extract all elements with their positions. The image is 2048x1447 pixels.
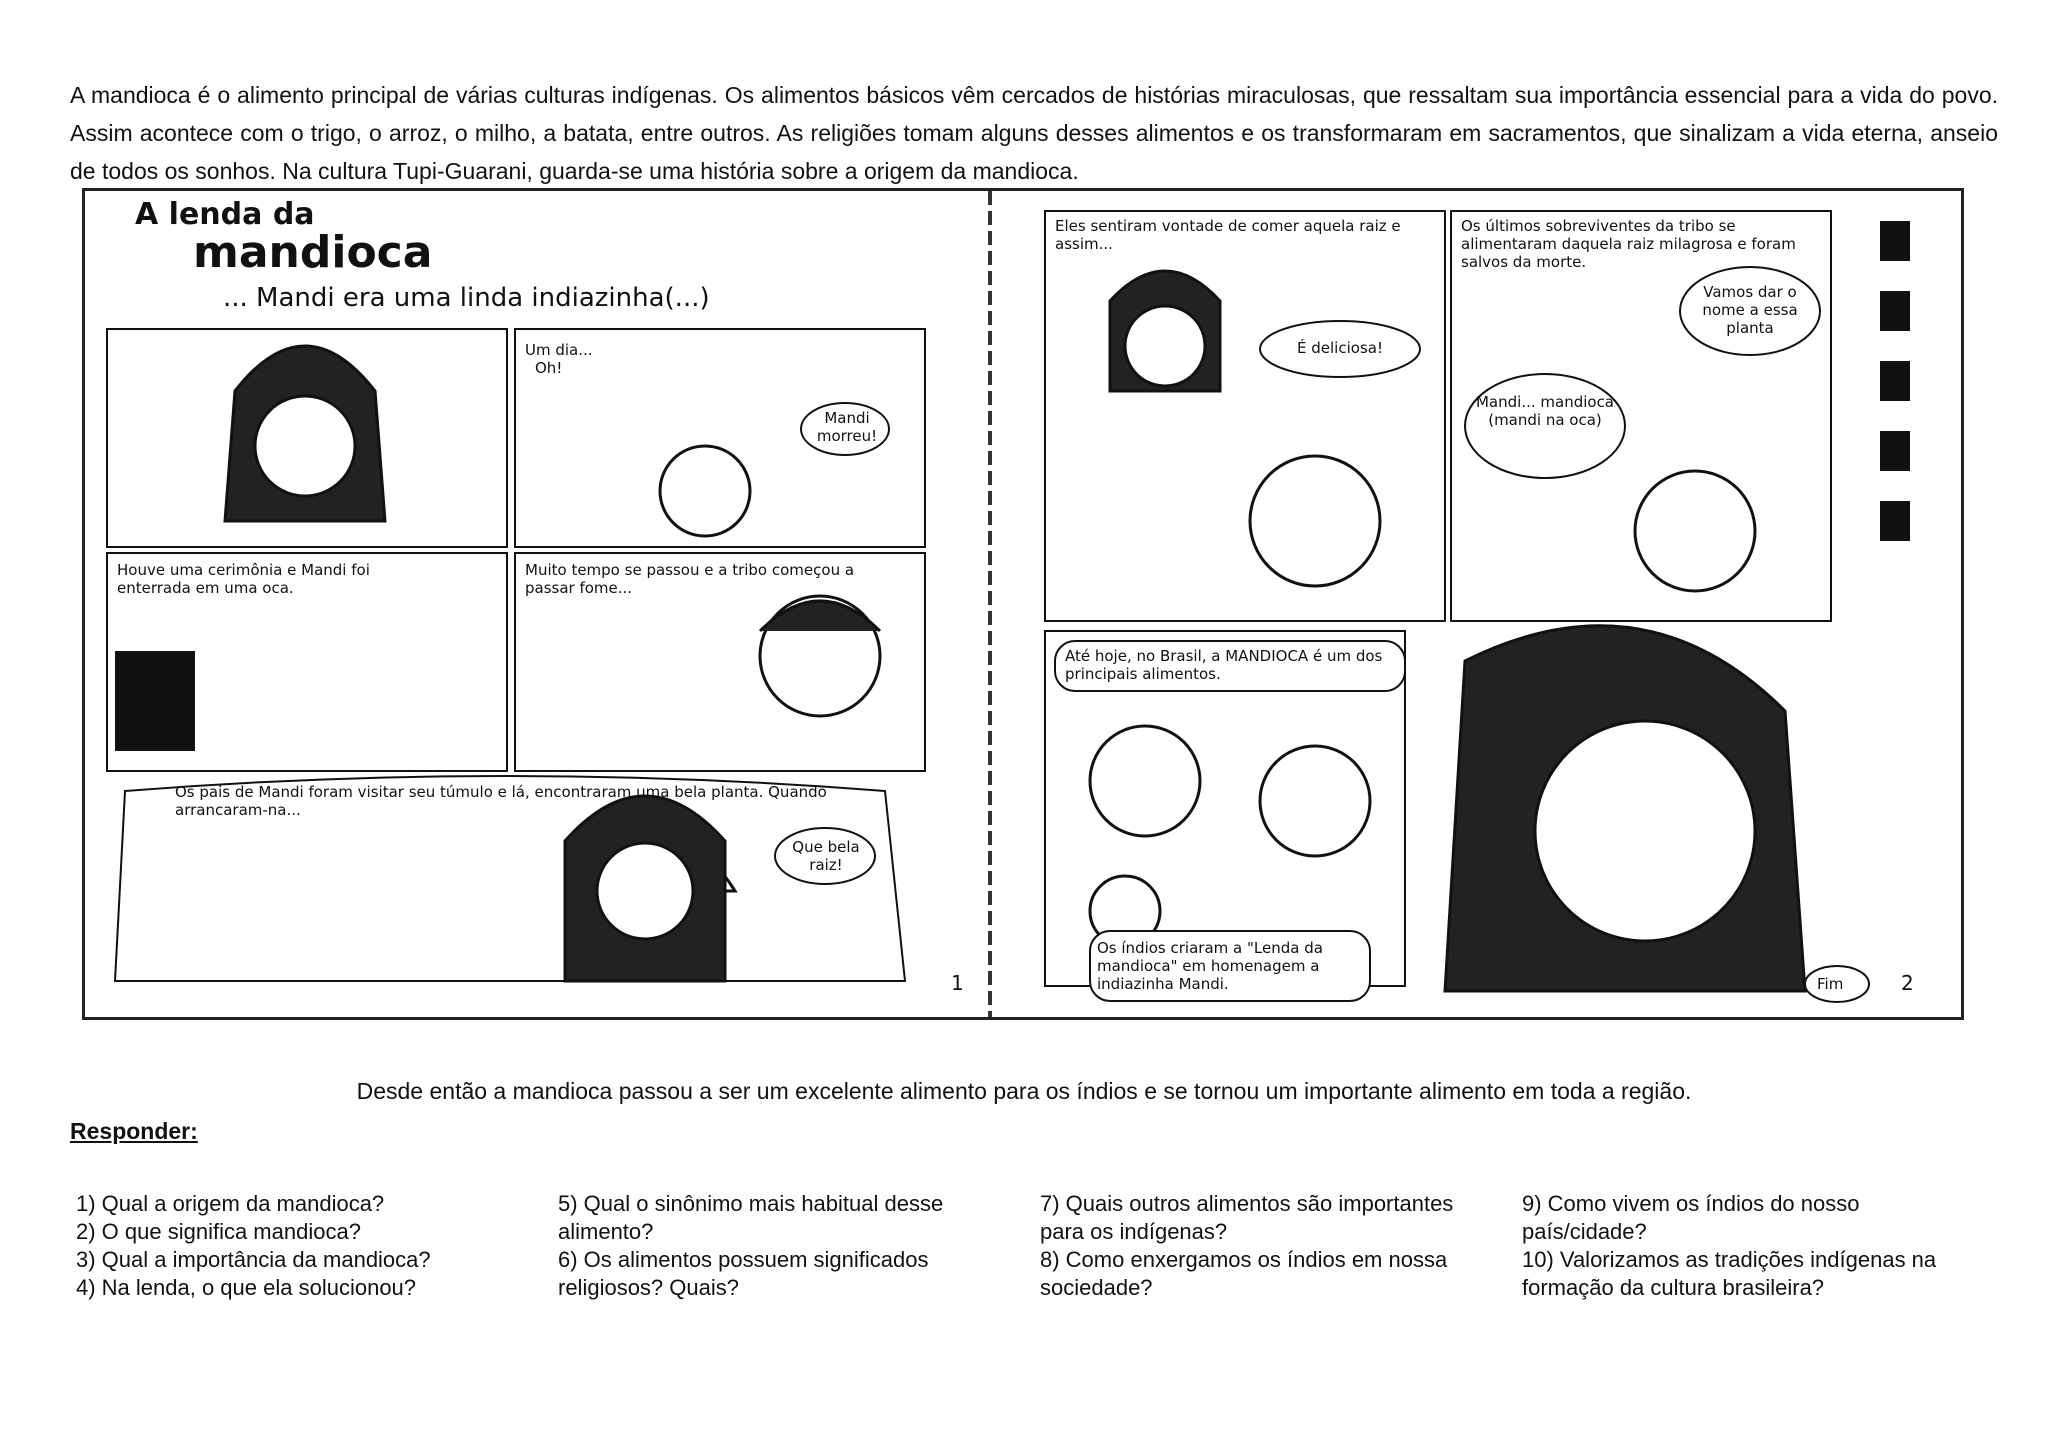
panel8-text2: Os índios criaram a "Lenda da mandioca" em homenagem a indiazinha Mandi. — [1097, 939, 1323, 993]
comic-title-line1: A lenda da — [135, 197, 315, 232]
panel9-end: Fim — [1817, 975, 1844, 993]
caption-text: Desde então a mandioca passou a ser um excelente alimento para os índios e se tornou um importante alimento em toda a região. — [356, 1078, 1692, 1104]
panel2-text2: Oh! — [535, 359, 563, 377]
question-1: 1) Qual a origem da mandioca? — [76, 1191, 385, 1216]
panel6-bubble: É deliciosa! — [1297, 339, 1383, 357]
questions-column-1 — [76, 1190, 516, 1302]
page1-number: 1 — [951, 971, 964, 995]
question-9-line2: país/cidade? — [1522, 1219, 1647, 1244]
question-6-line2: religiosos? Quais? — [558, 1275, 739, 1300]
question-9-line1: 9) Como vivem os índios do nosso — [1522, 1191, 1860, 1216]
questions-column-4 — [1522, 1190, 2022, 1302]
question-10-line1: 10) Valorizamos as tradições indígenas na — [1522, 1247, 1937, 1272]
question-8-line1: 8) Como enxergamos os índios em nossa — [1040, 1247, 1448, 1272]
comic-drawing — [85, 191, 1964, 1020]
question-7-line1: 7) Quais outros alimentos são importantes — [1040, 1191, 1454, 1216]
question-4: 4) Na lenda, o que ela solucionou? — [76, 1275, 417, 1300]
panel5-bubble: Que bela raiz! — [792, 838, 860, 874]
panel6-text: Eles sentiram vontade de comer aquela raiz e assim... — [1055, 217, 1401, 253]
question-2: 2) O que significa mandioca? — [76, 1219, 361, 1244]
panel2-bubble: Mandi morreu! — [816, 409, 878, 445]
question-5-line2: alimento? — [558, 1219, 654, 1244]
panel2-text1: Um dia... — [525, 341, 593, 359]
panel5-text: Os pais de Mandi foram visitar seu túmulo e lá, encontraram uma bela planta. Quando arrancaram-na... — [175, 783, 827, 819]
panel7-text: Os últimos sobreviventes da tribo se alimentaram daquela raiz milagrosa e foram salvos da morte. — [1461, 217, 1796, 271]
question-7-line2: para os indígenas? — [1040, 1219, 1228, 1244]
panel7-bubble2: Mandi... mandioca (mandi na oca) — [1475, 393, 1615, 429]
questions-column-2 — [558, 1190, 1018, 1302]
questions-column-3 — [1040, 1190, 1510, 1302]
question-8-line2: sociedade? — [1040, 1275, 1153, 1300]
page2-number: 2 — [1901, 971, 1914, 995]
intro-paragraph: A mandioca é o alimento principal de várias culturas indígenas. Os alimentos básicos vêm cercados de histórias miraculosas, que ressaltam sua importância essencial para a vida do povo. Assim acontece com o trigo, o arroz, o milho, a batata, entre outros. As religiões tomam alguns desses alimentos e os transformaram em sacramentos, que sinalizam a vida eterna, anseio de todos os sonhos. Na cultura Tupi-Guarani, guarda-se uma história sobre a origem da mandioca. — [70, 82, 1998, 184]
comic-strip-image — [82, 188, 1964, 1020]
question-10-line2: formação da cultura brasileira? — [1522, 1275, 1825, 1300]
comic-title-line2: mandioca — [193, 227, 433, 278]
question-3: 3) Qual a importância da mandioca? — [76, 1247, 431, 1272]
panel3-text: Houve uma cerimônia e Mandi foi enterrada em uma oca. — [117, 561, 370, 597]
panel4-text: Muito tempo se passou e a tribo começou a passar fome... — [525, 561, 855, 597]
question-6-line1: 6) Os alimentos possuem significados — [558, 1247, 929, 1272]
question-5-line1: 5) Qual o sinônimo mais habitual desse — [558, 1191, 944, 1216]
responder-heading: Responder: — [70, 1118, 198, 1144]
panel7-bubble1: Vamos dar o nome a essa planta — [1702, 283, 1798, 337]
panel8-text: Até hoje, no Brasil, a MANDIOCA é um dos principais alimentos. — [1065, 647, 1383, 683]
comic-title-line3: ... Mandi era uma linda indiazinha(...) — [223, 283, 710, 313]
